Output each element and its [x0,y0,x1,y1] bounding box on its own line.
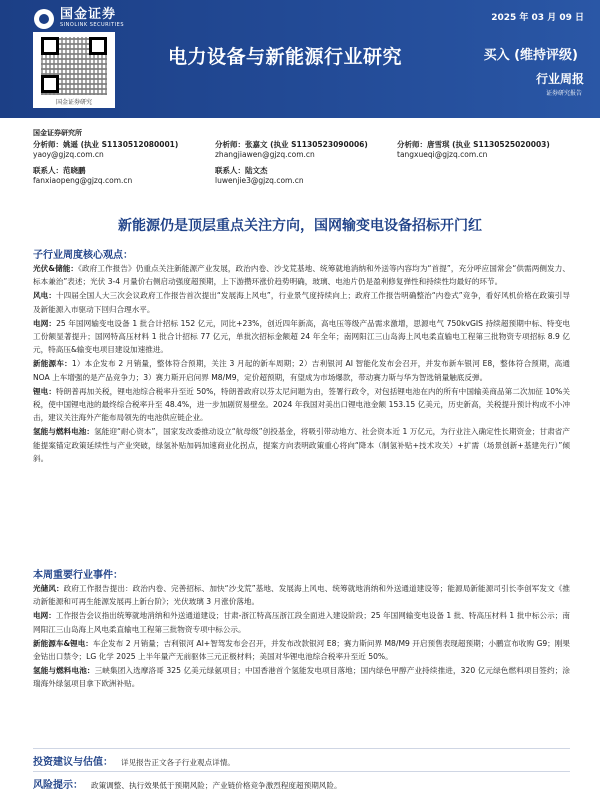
report-header [0,0,600,118]
risk-heading: 风险提示： [33,780,83,791]
analyst-email[interactable]: zhangjiawen@gjzq.com.cn [215,150,315,159]
event-hydrogen [33,664,570,690]
analyst-email[interactable]: yaoy@gjzq.com.cn [33,150,104,159]
paragraph-text: 车企发布 2 月销量；吉利银河 AI+智驾发布会召开，并发布改款银河 E8；赛力斯问界 M8/M9 开启预售表现超预期；小鹏宣布收购 G9；刚果金钴出口禁令；LG 化学 2025 上半年量产无前驱体三元正极材料；美国对华锂电池综合税率升至近 50%。 [33,638,570,662]
risk-section [33,776,342,791]
investment-text: 详见报告正文各子行业观点详情。 [121,758,235,767]
logo-name-en: SINOLINK SECURITIES [60,22,124,28]
report-title: 电力设备与新能源行业研究 [168,46,403,68]
weekly-events-heading: 本周重要行业事件： [33,570,123,581]
paragraph-text: 1）本企发布 2 月销量，整体符合预期，关注 3 月起的新车周期；2）吉利银河 AI 智能化发布会召开，并发布新车银河 E8，整体符合预期，高通 NOA 上车增强的是产品竞争力；3）赛力斯开启问界 M8/M9，定价超预期，有望成为市场爆款，带动赛力斯与华为智选销量触底反弹。 [33,359,570,382]
paragraph-label: 锂电： [33,386,56,396]
paragraph-label: 电网： [33,611,56,621]
paragraph-lithium [33,385,570,425]
qr-caption: 国金证券研究 [55,99,92,106]
report-subtype: 证券研究报告 [545,90,582,97]
analyst-card [33,140,211,160]
analyst-name: 分析师：唐雪琪 (执业 S1130525020003) [397,140,550,149]
contact-email[interactable]: luwenjie3@gjzq.com.cn [215,176,304,185]
logo-name: 国金证券 [60,7,117,22]
brand-logo [34,8,124,29]
institute-name: 国金证券研究所 [33,129,82,137]
paragraph-solar-storage [33,262,570,288]
sub-industry-body [33,262,570,466]
analyst-name: 分析师：姚遥 (执业 S1130512080001) [33,140,179,149]
investment-heading: 投资建议与估值： [33,757,113,768]
paragraph-text: 十四届全国人大三次会议政府工作报告首次提出“发展海上风电”，行业景气度持续向上；政府工作报告明确整治“内卷式”竞争，看好风机价格在政策引导及新能源入市驱动下回归合理水平。 [33,291,571,314]
section-divider [33,748,570,749]
analyst-email[interactable]: tangxueqi@gjzq.com.cn [397,150,488,159]
paragraph-hydrogen [33,425,570,465]
weekly-events-body [33,582,570,692]
analyst-list [33,140,593,192]
paragraph-label: 光储风： [33,584,64,593]
paragraph-text: 工作报告会议指出统筹就地消纳和外送通道建设；甘肃-浙江特高压浙江段全面进入建设阶段；25 年国网输变电设备 1 批、特高压材料 1 批中标公示；南网阳江三山岛海上风电柔直输电工程第三批物资专项中标公示。 [33,611,570,634]
investment-section [33,753,235,768]
report-type: 行业周报 [535,72,584,86]
paragraph-label: 风电： [33,291,56,301]
paragraph-text: 三峡集团入选摩洛哥 325 亿美元绿氨项目；中国香港首个氢能发电项目落地；国内绿色甲醇产业持续推进，320 亿元绿色燃料项目签约；涂瑞海外绿氢项目拿下欧洲补贴。 [33,666,570,689]
paragraph-grid [33,317,570,357]
event-solar-wind [33,582,570,608]
contact-name: 联系人：陆文杰 [215,166,268,175]
paragraph-text: 政府工作报告提出：政治内卷、完善招标、加快“沙戈荒”基地、发展海上风电、统筹就地消纳和外送通道建设等；能源局新能源司引长李创军发文《推动新能源和可再生能源发展再上新台阶》；光伏玻璃 3 月涨价落地。 [33,584,570,607]
contact-name: 联系人：范晓鹏 [33,166,86,175]
paragraph-label: 电网： [33,318,57,328]
paragraph-nev [33,357,570,383]
contact-card [215,166,393,186]
paragraph-wind [33,289,570,315]
analyst-card [215,140,393,160]
risk-text: 政策调整、执行效果低于预期风险；产业链价格竞争激烈程度超预期风险。 [91,781,342,790]
analyst-name: 分析师：张嘉文 (执业 S1130523090006) [215,140,368,149]
paragraph-text: 氢能迎“耐心资本”，国家发改委推动设立“航母级”创投基金，将吸引带动地方、社会资本近 1 万亿元，为行业注入确定性长期资金；甘肃省产能提案锚定政策延续性与产业突破，绿氢补贴加码加速商业化拐点，提案方向表明政策重心将向“降本（制氢补贴+技术攻关）+扩需（场景创新+基建先行）”倾斜。 [33,427,571,463]
rating-badge: 买入 (维持评级) [483,48,578,63]
analyst-card [397,140,575,160]
paragraph-label: 光伏&储能： [33,264,79,273]
contact-card [33,166,211,186]
paragraph-label: 氢能与燃料电池： [33,666,95,676]
event-grid [33,609,570,635]
logo-icon [34,9,54,29]
paragraph-label: 新能源车&锂电： [33,638,93,648]
event-nev-lithium [33,637,570,663]
paragraph-label: 氢能与燃料电池： [33,427,95,437]
report-headline: 新能源仍是顶层重点关注方向，国网输变电设备招标开门红 [118,218,482,234]
report-date: 2025 年 03 月 09 日 [491,13,584,23]
section-divider [33,771,570,772]
qr-code [33,32,115,108]
paragraph-text: 特朗普再加关税，锂电池综合税率升至近 50%，特朗普政府以芬太尼问题为由，签署行政令，对包括锂电池在内的所有中国输美商品第二次加征 10%关税，使中国锂电池的最终综合税率升至 48.4%，进一步加剧贸易壁垒。2024 年我国对美出口锂电池金额 153.15 亿美元，历史新高，关税提升预计构成不小冲击，建议关注海外产能布局领先的电池供应链企业。 [33,386,571,423]
paragraph-text: 《政府工作报告》仍重点关注新能源产业发展，政治内卷、沙戈荒基地、统筹就地消纳和外送等内容均为“首提”，充分呼应国常会“供需两侧发力、标本兼治”表述；光伏 3-4 月量价右侧启动强度超预期，上下游攒环涨价趋势明确，玻璃、电池片仍是盈利修复弹性和持续性均最好的环节。 [33,264,571,287]
sub-industry-heading: 子行业周度核心观点： [33,250,133,261]
paragraph-label: 新能源车： [33,359,72,369]
contact-email[interactable]: fanxiaopeng@gjzq.com.cn [33,176,133,185]
paragraph-text: 25 年国网输变电设备 1 批合计招标 152 亿元，同比+23%，创近四年新高，高电压等级产品需求激增，思源电气 750kvGIS 持续超预期中标、特变电工份额显著提升；国网特高压材料 1 批合计招标 77 亿元，单批次招标金额超 24 年全年；南网阳江三山岛海上风电柔直输电工程第三批物资专项招标 8.9 亿元，特高压&输变电项目建设加速推进。 [33,318,571,355]
